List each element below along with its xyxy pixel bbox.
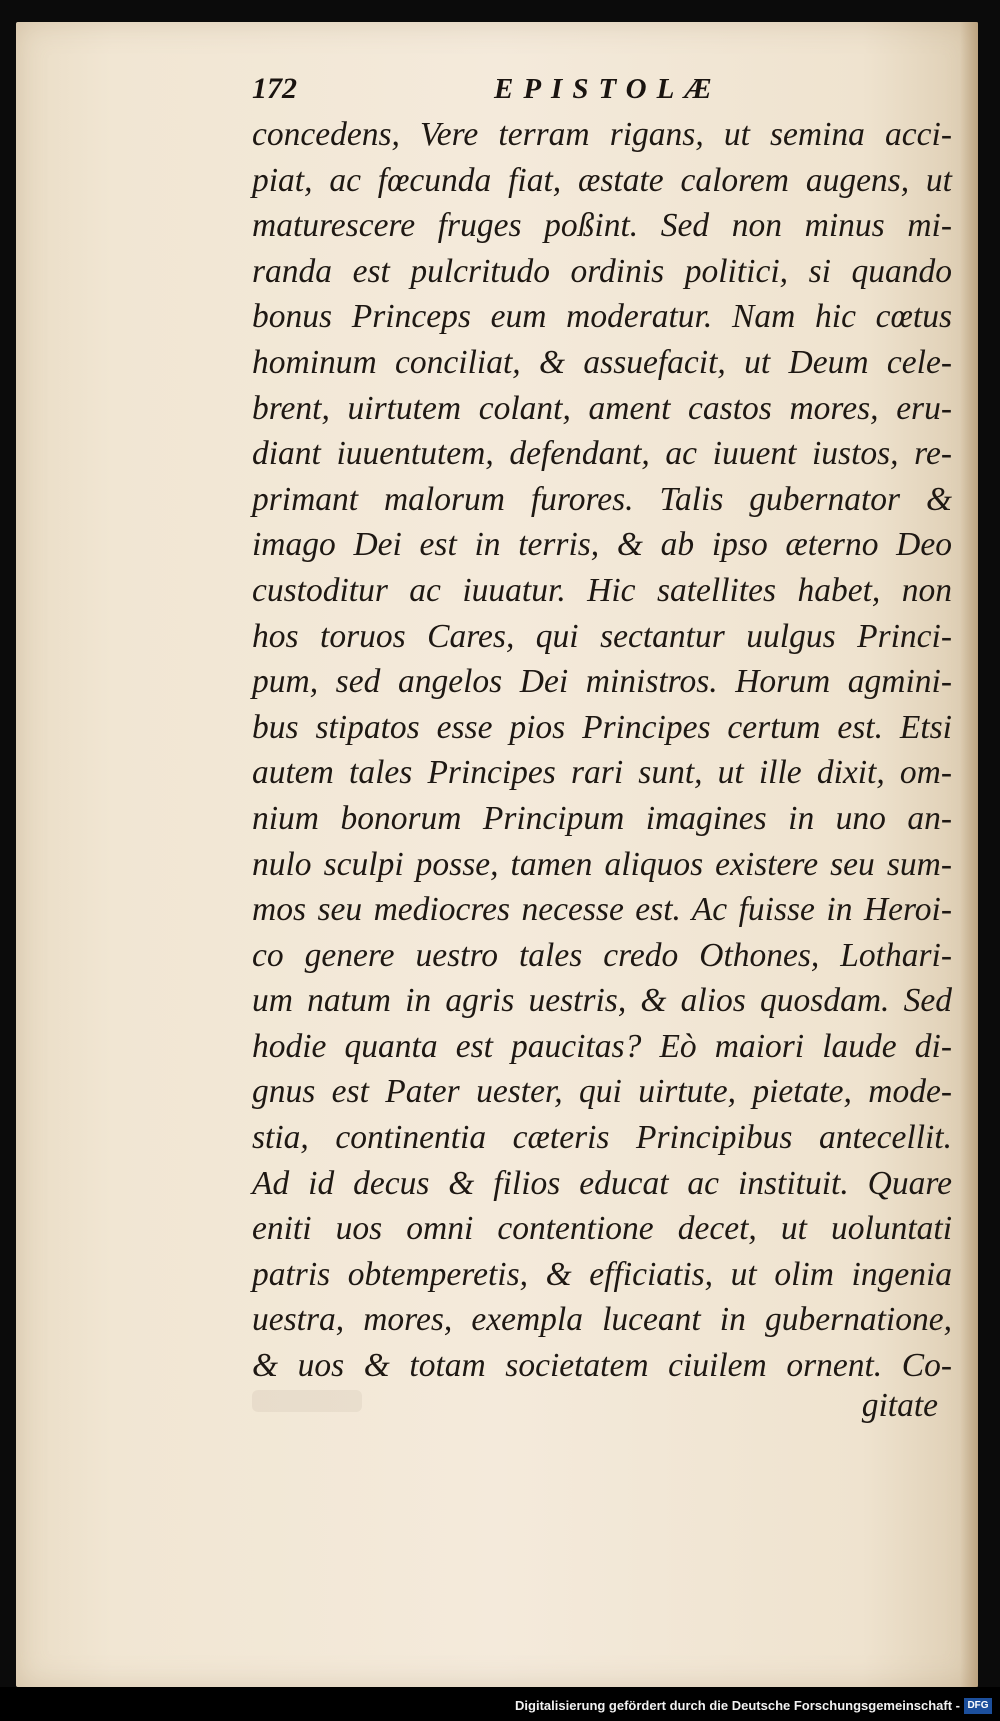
running-title: EPISTOLÆ bbox=[494, 73, 722, 105]
text-line: nium bonorum Principum imagines in uno an- bbox=[252, 799, 952, 837]
text-line: imago Dei est in terris, & ab ipso æterno Deo bbox=[252, 526, 952, 564]
text-line: gnus est Pater uester, qui uirtute, pietate, mode- bbox=[252, 1073, 952, 1111]
text-line: brent, uirtutem colant, ament castos mores, eru- bbox=[252, 389, 952, 427]
text-line: primant malorum furores. Talis gubernator & bbox=[252, 480, 952, 518]
text-line: hos toruos Cares, qui sectantur uulgus Princi- bbox=[252, 617, 952, 655]
text-line: piat, ac fœcunda fiat, æstate calorem augens, ut bbox=[252, 161, 952, 199]
text-line: diant iuuentutem, defendant, ac iuuent iustos, re- bbox=[252, 435, 952, 473]
digitization-footer bbox=[0, 1687, 1000, 1721]
text-line: & uos & totam societatem ciuilem ornent. Co- bbox=[252, 1347, 952, 1385]
text-line: hodie quanta est paucitas? Eò maiori laude di- bbox=[252, 1027, 952, 1065]
page-header bbox=[252, 72, 952, 112]
page-edge-shadow bbox=[960, 22, 978, 1687]
text-line: randa est pulcritudo ordinis politici, si quando bbox=[252, 252, 952, 290]
text-line: custoditur ac iuuatur. Hic satellites habet, non bbox=[252, 571, 952, 609]
catchword: gitate bbox=[861, 1387, 938, 1424]
text-line: hominum conciliat, & assuefacit, ut Deum cele- bbox=[252, 343, 952, 381]
page-number: 172 bbox=[252, 72, 297, 105]
text-line: mos seu mediocres necesse est. Ac fuisse in Heroi- bbox=[252, 891, 952, 929]
dfg-logo-icon: DFG bbox=[964, 1698, 992, 1714]
text-line: co genere uestro tales credo Othones, Lothari- bbox=[252, 936, 952, 974]
text-line: pum, sed angelos Dei ministros. Horum agmini- bbox=[252, 663, 952, 701]
body-text bbox=[252, 112, 952, 1389]
text-line: stia, continentia cæteris Principibus antecellit. bbox=[252, 1119, 952, 1157]
text-line: patris obtemperetis, & efficiatis, ut olim ingenia bbox=[252, 1255, 952, 1293]
funding-credit: Digitalisierung gefördert durch die Deutsche Forschungsgemeinschaft - bbox=[515, 1698, 960, 1713]
text-line: nulo sculpi posse, tamen aliquos existere seu sum- bbox=[252, 845, 952, 883]
text-line: uestra, mores, exempla luceant in gubernatione, bbox=[252, 1301, 952, 1339]
text-line: eniti uos omni contentione decet, ut uoluntati bbox=[252, 1210, 952, 1248]
text-line: bus stipatos esse pios Principes certum est. Etsi bbox=[252, 708, 952, 746]
text-line: concedens, Vere terram rigans, ut semina acci- bbox=[252, 116, 952, 153]
show-through-smudge bbox=[252, 1390, 362, 1412]
text-line: bonus Princeps eum moderatur. Nam hic cœtus bbox=[252, 298, 952, 336]
text-line: um natum in agris uestris, & alios quosdam. Sed bbox=[252, 982, 952, 1020]
text-line: Ad id decus & filios educat ac instituit. Quare bbox=[252, 1164, 952, 1202]
text-line: maturescere fruges poßint. Sed non minus mi- bbox=[252, 207, 952, 245]
text-line: autem tales Principes rari sunt, ut ille dixit, om- bbox=[252, 754, 952, 792]
